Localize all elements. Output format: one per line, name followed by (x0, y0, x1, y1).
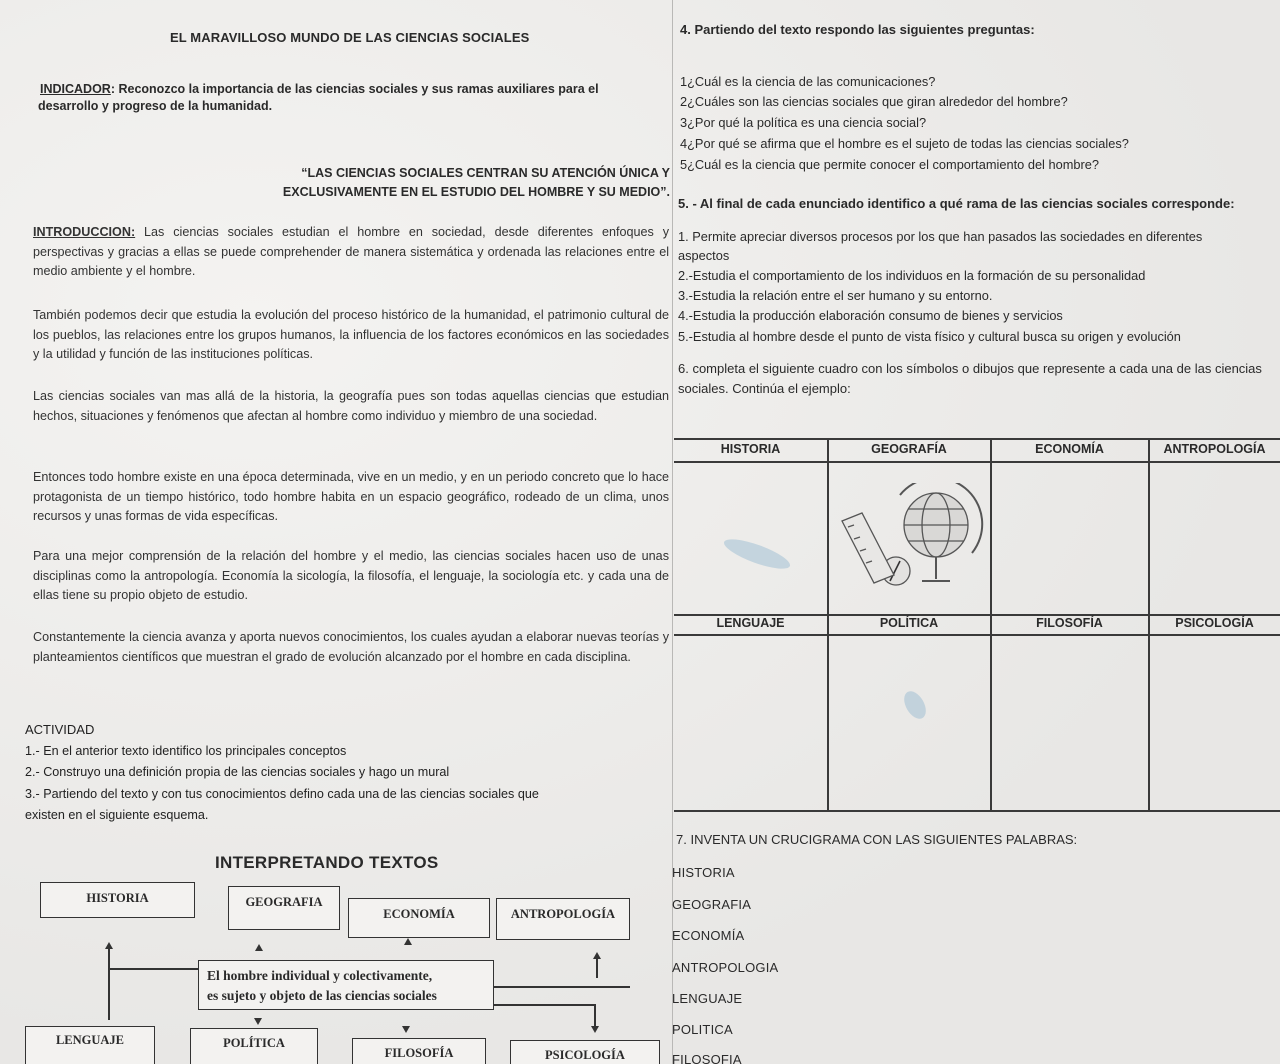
indicator-label: INDICADOR (40, 82, 111, 96)
crossword-word: GEOGRAFIA (672, 897, 752, 912)
grid-header-antropologia: ANTROPOLOGÍA (1163, 442, 1266, 456)
grid-header-psicologia: PSICOLOGÍA (1175, 616, 1254, 630)
intro-label: INTRODUCCION: (33, 225, 136, 239)
section-5-title: 5. - Al final de cada enunciado identifico a qué rama de las ciencias sociales corresponde: (678, 196, 1235, 211)
connector-line (494, 1004, 594, 1006)
paragraph-6: Constantemente la ciencia avanza y aporta nuevos conocimientos, los cuales ayudan a elaborar nuevas teorías y planteamientos científicos que muestran el grado de evolución alcanzado por el hombre en cada disciplina. (33, 630, 669, 664)
connector-line (596, 956, 598, 978)
grid-header-economia: ECONOMÍA (1035, 442, 1104, 456)
section-7-title: 7. INVENTA UN CRUCIGRAMA CON LAS SIGUIENTES PALABRAS: (676, 832, 1078, 847)
arrow-up-icon (255, 944, 263, 951)
diagram-center-box (198, 960, 494, 1010)
grid-rule (674, 461, 1280, 463)
diagram-box-antropologia: ANTROPOLOGÍA (496, 898, 630, 940)
quote-line-1: “LAS CIENCIAS SOCIALES CENTRAN SU ATENCIÓN ÚNICA Y (301, 166, 670, 180)
question-item: 1¿Cuál es la ciencia de las comunicaciones? (680, 74, 936, 89)
section-6-text: 6. completa el siguiente cuadro con los símbolos o dibujos que represente a cada una de las ciencias sociales. Continúa el ejemplo: (678, 361, 1262, 396)
grid-header-filosofia: FILOSOFÍA (1036, 616, 1103, 630)
quote (240, 164, 670, 202)
diagram-box-politica: POLÍTICA (190, 1028, 318, 1064)
arrow-up-icon (404, 938, 412, 945)
page-title: EL MARAVILLOSO MUNDO DE LAS CIENCIAS SOCIALES (170, 30, 530, 45)
intro-text: Las ciencias sociales estudian el hombre en sociedad, desde diferentes enfoques y perspectivas y gracias a ellas se puede comprehender de manera sistemática y ordenada las relaciones entre el medio ambiente y el hombre. (33, 225, 669, 278)
activity-item: existen en el siguiente esquema. (25, 808, 209, 822)
connector-line (494, 986, 630, 988)
diagram-box-lenguaje: LENGUAJE (25, 1026, 155, 1064)
grid-header-politica: POLÍTICA (879, 616, 939, 630)
activity-item: 2.- Construyo una definición propia de las ciencias sociales y hago un mural (25, 765, 450, 779)
right-column (672, 0, 1280, 1064)
grid-header-geografia: GEOGRAFÍA (871, 442, 947, 456)
paragraph-4: Entonces todo hombre existe en una época determinada, vive en un medio, y en un periodo concreto que lo hace protagonista de un tiempo histórico, todo hombre habita en un espacio geográfico, rodeado de un clima, unos recursos y unas formas de vida específicas. (33, 470, 669, 523)
diagram-box-economia: ECONOMÍA (348, 898, 490, 938)
diagram-box-historia: HISTORIA (40, 882, 195, 918)
globe-compass-ruler-icon (838, 483, 988, 598)
diagram-box-geografia: GEOGRAFIA (228, 886, 340, 930)
statement-item: aspectos (678, 248, 730, 263)
grid-rule (674, 634, 1280, 636)
question-item: 3¿Por qué la política es una ciencia social? (680, 115, 927, 130)
connector-line (594, 1004, 596, 1028)
questions-title: 4. Partiendo del texto respondo las siguientes preguntas: (680, 22, 1035, 37)
crossword-word: ANTROPOLOGIA (672, 960, 779, 975)
arrow-down-icon (591, 1026, 599, 1033)
connector-line (108, 948, 110, 1020)
arrow-down-icon (254, 1018, 262, 1025)
arrow-up-icon (105, 942, 113, 949)
diagram-center-line-1: El hombre individual y colectivamente, (207, 968, 433, 983)
crossword-word: HISTORIA (672, 865, 735, 880)
intro-paragraph (33, 223, 669, 282)
statement-item: 3.-Estudia la relación entre el ser humano y su entorno. (678, 288, 993, 303)
paragraph-3: Las ciencias sociales van mas allá de la historia, la geografía pues son todas aquellas ciencias que estudian hechos, situaciones y fenómenos que afectan al hombre como individuo y miembro de una sociedad. (33, 389, 669, 423)
grid-rule (674, 438, 1280, 440)
crossword-word: ECONOMÍA (672, 928, 745, 943)
question-item: 2¿Cuáles son las ciencias sociales que giran alrededor del hombre? (680, 94, 1068, 109)
activity-title: ACTIVIDAD (25, 722, 95, 737)
indicator-line-1 (40, 80, 670, 99)
paragraph-5: Para una mejor comprensión de la relación del hombre y el medio, las ciencias sociales hacen uso de unas disciplinas como la antropología. Economía la sicología, la filosofía, el lenguaje, la sociología etc. y cada una de ellas tiene su propio objeto de estudio. (33, 549, 669, 602)
diagram-center-line-2: es sujeto y objeto de las ciencias sociales (207, 988, 437, 1003)
diagram-title: INTERPRETANDO TEXTOS (215, 853, 439, 872)
activity-item: 3.- Partiendo del texto y con tus conocimientos defino cada una de las ciencias sociales que (25, 787, 539, 801)
connector-line (108, 968, 198, 970)
activity-item: 1.- En el anterior texto identifico los principales conceptos (25, 744, 347, 758)
grid-header-historia: HISTORIA (720, 442, 781, 456)
question-item: 4¿Por qué se afirma que el hombre es el sujeto de todas las ciencias sociales? (680, 136, 1129, 151)
diagram-box-psicologia: PSICOLOGÍA (510, 1040, 660, 1064)
arrow-down-icon (402, 1026, 410, 1033)
indicator-line-2: desarrollo y progreso de la humanidad. (38, 99, 273, 113)
symbols-grid (674, 438, 1280, 812)
crossword-word: FILOSOFIA (672, 1052, 742, 1064)
arrow-up-icon (593, 952, 601, 959)
question-item: 5¿Cuál es la ciencia que permite conocer el comportamiento del hombre? (680, 157, 1099, 172)
crossword-word: LENGUAJE (672, 991, 743, 1006)
crossword-word: POLITICA (672, 1022, 733, 1037)
statement-item: 1. Permite apreciar diversos procesos por los que han pasados las sociedades en diferentes (678, 229, 1203, 244)
statement-item: 2.-Estudia el comportamiento de los individuos en la formación de su personalidad (678, 268, 1146, 283)
indicator-text: : Reconozco la importancia de las ciencias sociales y sus ramas auxiliares para el (110, 82, 599, 96)
paragraph-2: También podemos decir que estudia la evolución del proceso histórico de la humanidad, el patrimonio cultural de los pueblos, las relaciones entre los grupos humanos, la influencia de los factores económicos en las sociedades y la utilidad y función de las instituciones políticas. (33, 308, 669, 361)
grid-rule (674, 810, 1280, 812)
grid-header-lenguaje: LENGUAJE (716, 616, 785, 630)
diagram-box-filosofia: FILOSOFÍA (352, 1038, 486, 1064)
statement-item: 5.-Estudia al hombre desde el punto de vista físico y cultural busca su origen y evolución (678, 329, 1181, 344)
quote-line-2: EXCLUSIVAMENTE EN EL ESTUDIO DEL HOMBRE Y SU MEDIO”. (282, 185, 670, 199)
statement-item: 4.-Estudia la producción elaboración consumo de bienes y servicios (678, 308, 1063, 323)
